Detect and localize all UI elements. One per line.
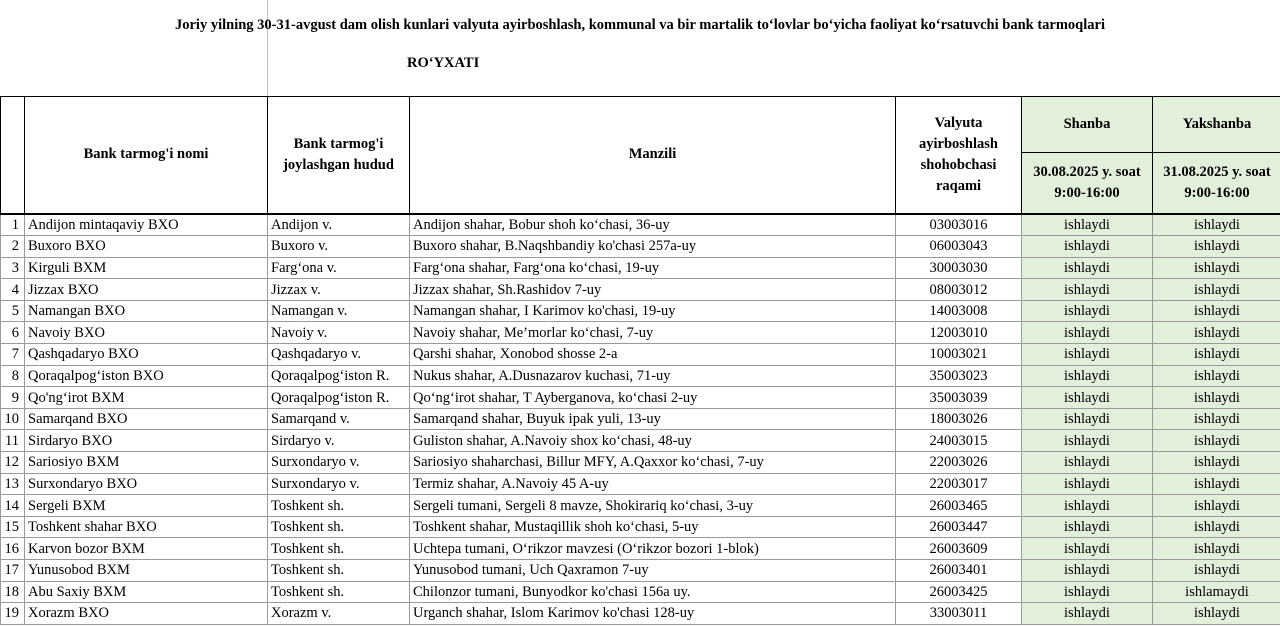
table-row [1,430,1280,452]
branch-name-cell: Samarqand BXO [25,408,268,430]
address-cell: Jizzax shahar, Sh.Rashidov 7-uy [410,279,896,301]
exchange-code-cell: 22003026 [896,452,1022,474]
branch-name-cell: Buxoro BXO [25,236,268,258]
table-row [1,344,1280,366]
exchange-code-cell: 26003401 [896,560,1022,582]
saturday-status-cell: ishlaydi [1022,538,1153,560]
exchange-code-cell: 26003609 [896,538,1022,560]
sheet-column-divider [267,0,268,96]
address-cell: Navoiy shahar, Me’morlar ko‘chasi, 7-uy [410,322,896,344]
address-cell: Toshkent shahar, Mustaqillik shoh ko‘chasi, 5-uy [410,516,896,538]
table-row [1,560,1280,582]
row-number: 4 [1,279,25,301]
row-number: 16 [1,538,25,560]
row-number: 7 [1,344,25,366]
saturday-status-cell: ishlaydi [1022,300,1153,322]
region-cell: Toshkent sh. [268,581,410,603]
region-cell: Xorazm v. [268,603,410,625]
region-cell: Farg‘ona v. [268,257,410,279]
region-cell: Toshkent sh. [268,560,410,582]
table-row [1,236,1280,258]
table-row [1,214,1280,236]
exchange-code-cell: 18003026 [896,408,1022,430]
branch-name-cell: Qoraqalpog‘iston BXO [25,365,268,387]
table-row [1,538,1280,560]
document-subtitle: RO‘YXATI [407,55,480,71]
saturday-status-cell: ishlaydi [1022,430,1153,452]
address-cell: Qarshi shahar, Xonobod shosse 2-a [410,344,896,366]
sunday-status-cell: ishlaydi [1153,473,1280,495]
region-cell: Jizzax v. [268,279,410,301]
address-cell: Uchtepa tumani, O‘rikzor mavzesi (O‘rikzor bozori 1-blok) [410,538,896,560]
sunday-status-cell: ishlaydi [1153,214,1280,236]
header-number [1,97,25,214]
sunday-status-cell: ishlaydi [1153,257,1280,279]
branch-name-cell: Kirguli BXM [25,257,268,279]
row-number: 2 [1,236,25,258]
sunday-status-cell: ishlaydi [1153,538,1280,560]
sunday-status-cell: ishlaydi [1153,495,1280,517]
exchange-code-cell: 08003012 [896,279,1022,301]
saturday-status-cell: ishlaydi [1022,452,1153,474]
header-region: Bank tarmog'i joylashgan hudud [268,97,410,214]
saturday-status-cell: ishlaydi [1022,236,1153,258]
branch-name-cell: Qashqadaryo BXO [25,344,268,366]
saturday-status-cell: ishlaydi [1022,257,1153,279]
branch-name-cell: Namangan BXO [25,300,268,322]
row-number: 18 [1,581,25,603]
branch-name-cell: Navoiy BXO [25,322,268,344]
exchange-code-cell: 33003011 [896,603,1022,625]
address-cell: Samarqand shahar, Buyuk ipak yuli, 13-uy [410,408,896,430]
exchange-code-cell: 10003021 [896,344,1022,366]
saturday-status-cell: ishlaydi [1022,516,1153,538]
region-cell: Qashqadaryo v. [268,344,410,366]
table-row [1,473,1280,495]
region-cell: Toshkent sh. [268,538,410,560]
sunday-status-cell: ishlaydi [1153,430,1280,452]
address-cell: Buxoro shahar, B.Naqshbandiy ko'chasi 257a-uy [410,236,896,258]
branch-name-cell: Sirdaryo BXO [25,430,268,452]
exchange-code-cell: 03003016 [896,214,1022,236]
table-row [1,452,1280,474]
sunday-status-cell: ishlaydi [1153,365,1280,387]
header-exchange-point: Valyuta ayirboshlash shohobchasi raqami [896,97,1022,214]
region-cell: Navoiy v. [268,322,410,344]
sunday-status-cell: ishlaydi [1153,300,1280,322]
row-number: 6 [1,322,25,344]
table-row [1,516,1280,538]
table-row [1,279,1280,301]
sunday-status-cell: ishlaydi [1153,560,1280,582]
row-number: 8 [1,365,25,387]
table-row [1,365,1280,387]
address-cell: Yunusobod tumani, Uch Qaxramon 7-uy [410,560,896,582]
header-branch-name: Bank tarmog'i nomi [25,97,268,214]
saturday-status-cell: ishlaydi [1022,365,1153,387]
table-row [1,603,1280,625]
sunday-status-cell: ishlaydi [1153,603,1280,625]
address-cell: Andijon shahar, Bobur shoh ko‘chasi, 36-uy [410,214,896,236]
region-cell: Samarqand v. [268,408,410,430]
row-number: 1 [1,214,25,236]
region-cell: Toshkent sh. [268,516,410,538]
row-number: 10 [1,408,25,430]
address-cell: Farg‘ona shahar, Farg‘ona ko‘chasi, 19-uy [410,257,896,279]
row-number: 17 [1,560,25,582]
saturday-status-cell: ishlaydi [1022,408,1153,430]
saturday-status-cell: ishlaydi [1022,603,1153,625]
bank-branch-table [0,96,1280,625]
row-number: 13 [1,473,25,495]
saturday-status-cell: ishlaydi [1022,560,1153,582]
table-row [1,581,1280,603]
address-cell: Qo‘ng‘irot shahar, T Ayberganova, ko‘chasi 2-uy [410,387,896,409]
address-cell: Termiz shahar, A.Navoiy 45 A-uy [410,473,896,495]
header-saturday-date: 30.08.2025 y. soat 9:00-16:00 [1022,153,1153,214]
branch-name-cell: Jizzax BXO [25,279,268,301]
exchange-code-cell: 35003023 [896,365,1022,387]
header-sunday-date: 31.08.2025 y. soat 9:00-16:00 [1153,153,1280,214]
region-cell: Surxondaryo v. [268,473,410,495]
branch-name-cell: Andijon mintaqaviy BXO [25,214,268,236]
table-row [1,495,1280,517]
region-cell: Qoraqalpog‘iston R. [268,365,410,387]
saturday-status-cell: ishlaydi [1022,322,1153,344]
branch-name-cell: Surxondaryo BXO [25,473,268,495]
table-row [1,257,1280,279]
row-number: 15 [1,516,25,538]
header-saturday: Shanba [1022,97,1153,153]
address-cell: Namangan shahar, I Karimov ko'chasi, 19-uy [410,300,896,322]
header-sunday: Yakshanba [1153,97,1280,153]
table-row [1,322,1280,344]
saturday-status-cell: ishlaydi [1022,279,1153,301]
branch-name-cell: Sergeli BXM [25,495,268,517]
sunday-status-cell: ishlaydi [1153,387,1280,409]
exchange-code-cell: 30003030 [896,257,1022,279]
saturday-status-cell: ishlaydi [1022,214,1153,236]
exchange-code-cell: 26003465 [896,495,1022,517]
address-cell: Sariosiyo shaharchasi, Billur MFY, A.Qaxxor ko‘chasi, 7-uy [410,452,896,474]
branch-name-cell: Xorazm BXO [25,603,268,625]
exchange-code-cell: 26003425 [896,581,1022,603]
table-row [1,300,1280,322]
sunday-status-cell: ishlaydi [1153,279,1280,301]
exchange-code-cell: 14003008 [896,300,1022,322]
branch-name-cell: Karvon bozor BXM [25,538,268,560]
exchange-code-cell: 24003015 [896,430,1022,452]
sunday-status-cell: ishlaydi [1153,452,1280,474]
row-number: 9 [1,387,25,409]
row-number: 19 [1,603,25,625]
header-address: Manzili [410,97,896,214]
sunday-status-cell: ishlamaydi [1153,581,1280,603]
address-cell: Guliston shahar, A.Navoiy shox ko‘chasi, 48-uy [410,430,896,452]
saturday-status-cell: ishlaydi [1022,387,1153,409]
sunday-status-cell: ishlaydi [1153,516,1280,538]
saturday-status-cell: ishlaydi [1022,344,1153,366]
row-number: 11 [1,430,25,452]
sunday-status-cell: ishlaydi [1153,344,1280,366]
saturday-status-cell: ishlaydi [1022,473,1153,495]
address-cell: Urganch shahar, Islom Karimov ko'chasi 128-uy [410,603,896,625]
sunday-status-cell: ishlaydi [1153,408,1280,430]
row-number: 5 [1,300,25,322]
sunday-status-cell: ishlaydi [1153,322,1280,344]
row-number: 14 [1,495,25,517]
branch-name-cell: Yunusobod BXM [25,560,268,582]
table-row [1,408,1280,430]
region-cell: Andijon v. [268,214,410,236]
saturday-status-cell: ishlaydi [1022,495,1153,517]
exchange-code-cell: 26003447 [896,516,1022,538]
document-title: Joriy yilning 30-31-avgust dam olish kunlari valyuta ayirboshlash, kommunal va bir martalik to‘lovlar bo‘yicha faoliyat ko‘rsatuvchi bank tarmoqlari [175,17,1105,33]
branch-name-cell: Toshkent shahar BXO [25,516,268,538]
branch-name-cell: Qo'ng‘irot BXM [25,387,268,409]
table-row [1,387,1280,409]
exchange-code-cell: 35003039 [896,387,1022,409]
address-cell: Sergeli tumani, Sergeli 8 mavze, Shokirariq ko‘chasi, 3-uy [410,495,896,517]
region-cell: Qoraqalpog‘iston R. [268,387,410,409]
region-cell: Surxondaryo v. [268,452,410,474]
row-number: 12 [1,452,25,474]
address-cell: Nukus shahar, A.Dusnazarov kuchasi, 71-uy [410,365,896,387]
exchange-code-cell: 22003017 [896,473,1022,495]
sunday-status-cell: ishlaydi [1153,236,1280,258]
row-number: 3 [1,257,25,279]
region-cell: Namangan v. [268,300,410,322]
exchange-code-cell: 06003043 [896,236,1022,258]
branch-name-cell: Sariosiyo BXM [25,452,268,474]
exchange-code-cell: 12003010 [896,322,1022,344]
region-cell: Sirdaryo v. [268,430,410,452]
region-cell: Toshkent sh. [268,495,410,517]
saturday-status-cell: ishlaydi [1022,581,1153,603]
branch-name-cell: Abu Saxiy BXM [25,581,268,603]
region-cell: Buxoro v. [268,236,410,258]
address-cell: Chilonzor tumani, Bunyodkor ko'chasi 156a uy. [410,581,896,603]
